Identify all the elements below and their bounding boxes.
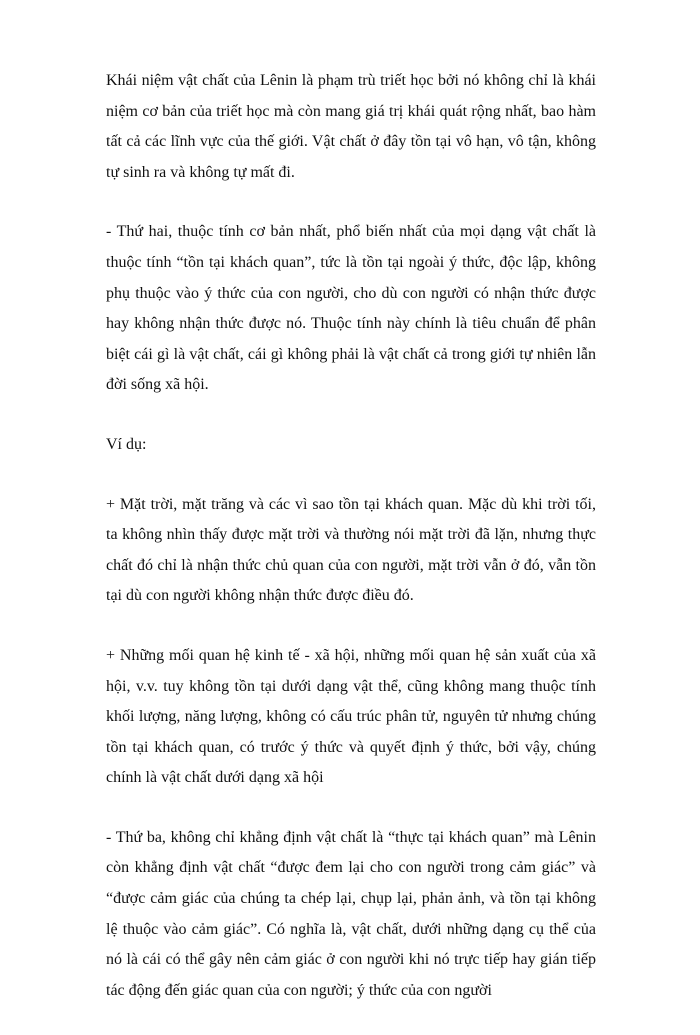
paragraph-example-social-relations: + Những mối quan hệ kinh tế - xã hội, những mối quan hệ sản xuất của xã hội, v.v. tuy không tồn tại dưới dạng vật thể, cũng không mang thuộc tính khối lượng, năng lượng, không có cấu trúc phân tử, nguyên tử nhưng chúng tồn tại khách quan, có trước ý thức và quyết định ý thức, bởi vậy, chúng chính là vật chất dưới dạng xã hội — [106, 646, 596, 787]
paragraph-lenin-matter-concept: Khái niệm vật chất của Lênin là phạm trù triết học bởi nó không chỉ là khái niệm cơ bản của triết học mà còn mang giá trị khái quát rộng nhất, bao hàm tất cả các lĩnh vực của thế giới. Vật chất ở đây tồn tại vô hạn, vô tận, không tự sinh ra và không tự mất đi. — [106, 72, 596, 181]
paragraph-third-property: - Thứ ba, không chỉ khẳng định vật chất là “thực tại khách quan” mà Lênin còn khẳng định vật chất “được đem lại cho con người trong cảm giác” và “được cảm giác của chúng ta chép lại, chụp lại, phản ảnh, và tồn tại không lệ thuộc vào cảm giác”. Có nghĩa là, vật chất, dưới những dạng cụ thể của nó là cái có thể gây nên cảm giác ở con người khi nó trực tiếp hay gián tiếp tác động đến giác quan của con người; ý thức của con người — [106, 828, 596, 999]
examples-label: Ví dụ: — [106, 435, 147, 453]
paragraph-second-property: - Thứ hai, thuộc tính cơ bản nhất, phổ biến nhất của mọi dạng vật chất là thuộc tính “tồn tại khách quan”, tức là tồn tại ngoài ý thức, độc lập, không phụ thuộc vào ý thức của con người, cho dù con người có nhận thức được hay không nhận thức được nó. Thuộc tính này chính là tiêu chuẩn để phân biệt cái gì là vật chất, cái gì không phải là vật chất cả trong giới tự nhiên lẫn đời sống xã hội. — [106, 223, 596, 394]
paragraph-example-sun: + Mặt trời, mặt trăng và các vì sao tồn tại khách quan. Mặc dù khi trời tối, ta không nhìn thấy được mặt trời và thường nói mặt trời đã lặn, nhưng thực chất đó chỉ là nhận thức chủ quan của con người, mặt trời vẫn ở đó, vẫn tồn tại dù con người không nhận thức được điều đó. — [106, 495, 596, 605]
document-page — [106, 66, 596, 1035]
